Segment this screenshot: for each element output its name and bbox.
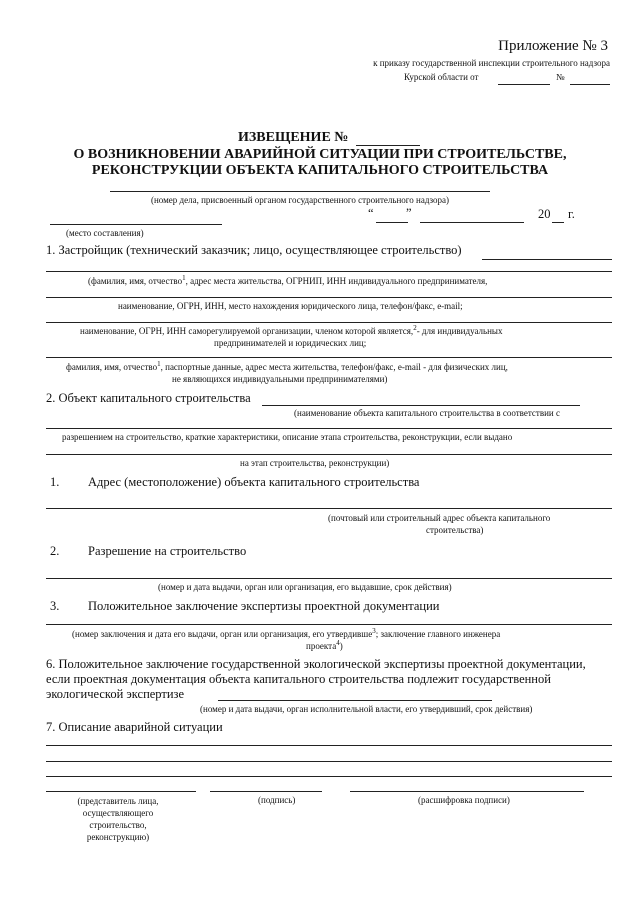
notice-title-line3: РЕКОНСТРУКЦИИ ОБЪЕКТА КАПИТАЛЬНОГО СТРОИТЕЛЬСТВА <box>91 163 549 178</box>
section5-caption1: (номер заключения и дата его выдачи, орган или организация, его утвердивше$^3$; заключение главного инженера <box>72 627 501 639</box>
date-close-quote: ” <box>406 206 412 220</box>
signature-caption: (подпись) <box>258 795 296 805</box>
section1-caption3: наименование, ОГРН, ИНН саморегулируемой организации, членом которой является,$^2$- для индивидуальных <box>80 324 503 336</box>
object-field[interactable] <box>262 405 580 406</box>
developer-line-4[interactable] <box>46 357 612 358</box>
order-date-label: Курской области от <box>404 72 479 82</box>
order-number-field[interactable] <box>570 84 610 85</box>
section2-caption2: разрешением на строительство, краткие характеристики, описание этапа строительства, реконструкции, если выдано <box>62 432 513 442</box>
section1-caption1: (фамилия, имя, отчество$^1$, адрес места жительства, ОГРНИП, ИНН индивидуального предпринимателя, <box>88 274 488 286</box>
signature-decode-field[interactable] <box>350 791 584 792</box>
notice-title-line2: О ВОЗНИКНОВЕНИИ АВАРИЙНОЙ СИТУАЦИИ ПРИ СТРОИТЕЛЬСТВЕ, <box>73 147 567 162</box>
description-line-2[interactable] <box>46 761 612 762</box>
section2-caption3: на этап строительства, реконструкции) <box>240 458 390 468</box>
address-field[interactable] <box>46 508 612 509</box>
signature-field[interactable] <box>210 791 322 792</box>
date-year-suffix: г. <box>568 207 575 221</box>
signature-decode-caption: (расшифровка подписи) <box>418 795 510 805</box>
section1-caption4b: не являющихся индивидуальными предпринимателями) <box>172 374 388 384</box>
section1-caption3b: предпринимателей и юридических лиц; <box>214 338 367 348</box>
section6-line1: 6. Положительное заключение государственной экологической экспертизы проектной документации, <box>46 657 586 671</box>
section3-number: 1. <box>50 475 60 489</box>
section3-caption2: строительства) <box>426 525 484 535</box>
section5-caption2: проекта$^4$) <box>306 639 343 651</box>
expertise-field[interactable] <box>46 624 612 625</box>
section4-heading: Разрешение на строительство <box>88 544 247 558</box>
section3-caption1: (почтовый или строительный адрес объекта капитального <box>328 513 551 523</box>
representative-field[interactable] <box>46 791 196 792</box>
notice-title-number: ИЗВЕЩЕНИЕ № <box>238 130 349 145</box>
notice-number-field[interactable] <box>356 145 420 146</box>
order-number-label: № <box>556 72 565 82</box>
section7-heading: 7. Описание аварийной ситуации <box>46 720 223 734</box>
developer-line-2[interactable] <box>46 297 612 298</box>
section4-number: 2. <box>50 544 60 558</box>
section5-heading: Положительное заключение экспертизы проектной документации <box>88 599 440 613</box>
permit-field[interactable] <box>46 578 612 579</box>
section2-caption1: (наименование объекта капитального строительства в соответствии с <box>294 408 560 418</box>
developer-line-1[interactable] <box>46 271 612 272</box>
section3-heading: Адрес (местоположение) объекта капитального строительства <box>88 475 420 489</box>
eco-expertise-field[interactable] <box>218 700 492 701</box>
place-caption: (место составления) <box>66 228 144 238</box>
case-number-field[interactable] <box>110 191 490 192</box>
date-open-quote: “ <box>368 206 374 220</box>
developer-field[interactable] <box>482 259 612 260</box>
date-month-field[interactable] <box>420 222 524 223</box>
place-field[interactable] <box>50 224 222 225</box>
description-line-1[interactable] <box>46 745 612 746</box>
date-day-field[interactable] <box>376 222 408 223</box>
case-number-caption: (номер дела, присвоенный органом государственного строительного надзора) <box>150 195 450 205</box>
date-year-field[interactable] <box>552 222 564 223</box>
section1-caption4: фамилия, имя, отчество$^1$, паспортные данные, адрес места жительства, телефон/факс, e-mail - для физических лиц, <box>66 360 508 372</box>
section1-heading: 1. Застройщик (технический заказчик; лицо, осуществляющее строительство) <box>46 243 462 257</box>
section6-line3: экологической экспертизе <box>46 687 185 701</box>
order-date-field[interactable] <box>498 84 550 85</box>
object-line-2[interactable] <box>46 454 612 455</box>
order-reference: к приказу государственной инспекции строительного надзора <box>373 58 610 68</box>
section6-caption: (номер и дата выдачи, орган исполнительной власти, его утвердивший, срок действия) <box>200 704 533 714</box>
appendix-label: Приложение № 3 <box>498 38 608 54</box>
section4-caption: (номер и дата выдачи, орган или организация, его выдавшие, срок действия) <box>158 582 452 592</box>
section1-caption2: наименование, ОГРН, ИНН, место нахождения юридического лица, телефон/факс, e-mail; <box>118 301 463 311</box>
section2-heading: 2. Объект капитального строительства <box>46 391 251 405</box>
section6-line2: если проектная документация объекта капитального строительства подлежит государственной <box>46 672 551 686</box>
developer-line-3[interactable] <box>46 322 612 323</box>
object-line-1[interactable] <box>46 428 612 429</box>
date-year-prefix: 20 <box>538 207 551 221</box>
representative-caption: (представитель лица, осуществляющего строительство, реконструкцию) <box>77 796 159 842</box>
description-line-3[interactable] <box>46 776 612 777</box>
section5-number: 3. <box>50 599 60 613</box>
